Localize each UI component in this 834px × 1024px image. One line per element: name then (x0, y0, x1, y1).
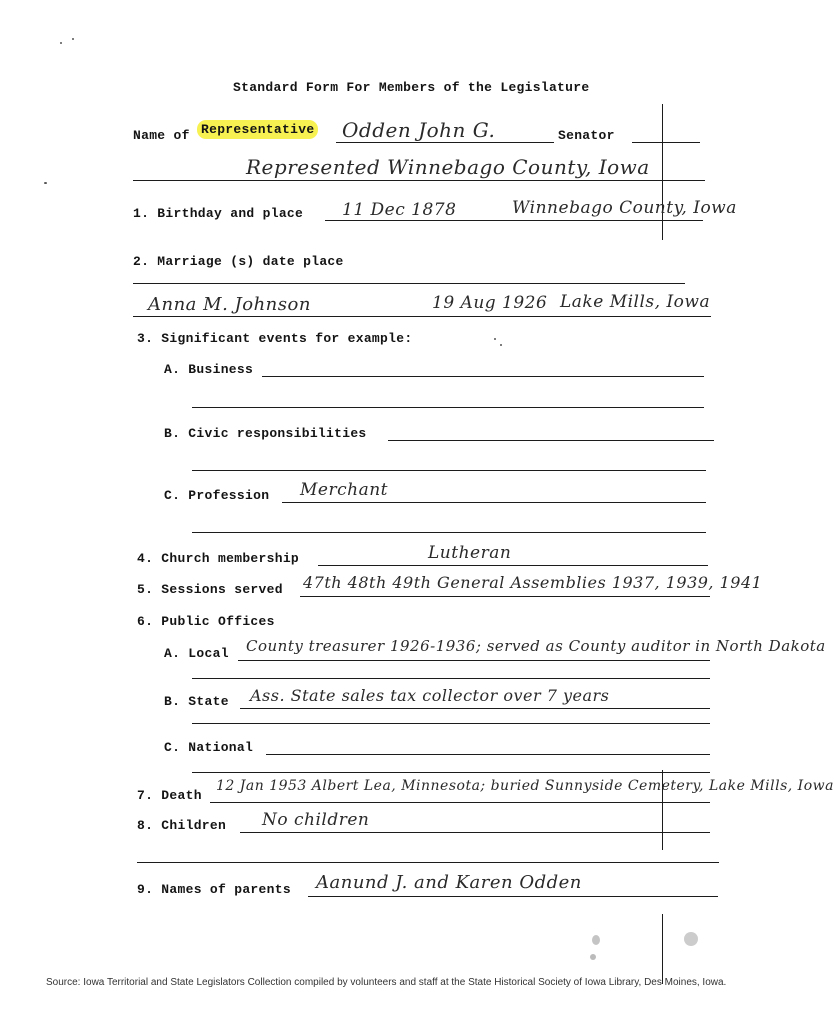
state-label: B. State (164, 694, 229, 709)
events-label: 3. Significant events for example: (137, 331, 413, 346)
parents-label: 9. Names of parents (137, 882, 291, 897)
national-underline-2 (192, 772, 710, 773)
business-underline-1 (262, 376, 704, 377)
children-label: 8. Children (137, 818, 227, 833)
scan-speck (494, 338, 496, 340)
business-label: A. Business (164, 362, 254, 377)
state-underline-2 (192, 723, 710, 724)
name-label: Name of (133, 128, 190, 143)
local-underline-1 (238, 660, 710, 661)
name-underline (336, 142, 554, 143)
civic-underline-1 (388, 440, 714, 441)
profession-value: Merchant (300, 480, 388, 500)
margin-rule-middle (662, 770, 663, 850)
marriage-underline-1 (133, 283, 685, 284)
children-underline-1 (240, 832, 710, 833)
birthday-underline (325, 220, 703, 221)
local-label: A. Local (164, 646, 229, 661)
scan-speck (592, 935, 600, 945)
local-underline-2 (192, 678, 710, 679)
scan-speck (590, 954, 596, 960)
civic-label: B. Civic responsibilities (164, 426, 367, 441)
name-value: Odden John G. (342, 118, 496, 142)
death-label: 7. Death (137, 788, 202, 803)
church-underline (318, 565, 708, 566)
representative-label-highlight (197, 122, 318, 137)
represented-value: Represented Winnebago County, Iowa (246, 155, 650, 179)
birthday-place: Winnebago County, Iowa (512, 198, 737, 218)
sessions-label: 5. Sessions served (137, 582, 283, 597)
parents-value: Aanund J. and Karen Odden (316, 872, 582, 893)
birthday-label: 1. Birthday and place (133, 206, 304, 221)
death-underline (210, 802, 710, 803)
church-value: Lutheran (428, 543, 512, 563)
representative-label: Representative (197, 120, 318, 139)
sessions-underline (300, 596, 710, 597)
civic-underline-2 (192, 470, 706, 471)
birthday-date: 11 Dec 1878 (342, 200, 457, 220)
children-underline-2 (137, 862, 719, 863)
scan-speck (44, 182, 47, 184)
death-value: 12 Jan 1953 Albert Lea, Minnesota; buried Sunnyside Cemetery, Lake Mills, Iowa (216, 778, 834, 794)
scan-speck (684, 932, 698, 946)
form-title: Standard Form For Members of the Legislature (233, 80, 590, 95)
church-label: 4. Church membership (137, 551, 300, 566)
marriage-place: Lake Mills, Iowa (560, 292, 711, 312)
margin-rule-bottom (662, 914, 663, 984)
marriage-label: 2. Marriage (s) date place (133, 254, 344, 269)
local-value: County treasurer 1926-1936; served as County auditor in North Dakota (246, 637, 826, 655)
business-underline-2 (192, 407, 704, 408)
sessions-value: 47th 48th 49th General Assemblies 1937, 1939, 1941 (303, 573, 763, 592)
marriage-underline-2 (133, 316, 711, 317)
national-underline-1 (266, 754, 710, 755)
senator-underline (632, 142, 700, 143)
profession-underline-1 (282, 502, 706, 503)
public-offices-label: 6. Public Offices (137, 614, 275, 629)
source-caption: Source: Iowa Territorial and State Legislators Collection compiled by volunteers and staff at the State Historical Society of Iowa Library, Des Moines, Iowa. (46, 977, 727, 988)
marriage-name: Anna M. Johnson (148, 294, 311, 315)
scan-speck (72, 38, 74, 40)
state-underline-1 (240, 708, 710, 709)
profession-underline-2 (192, 532, 706, 533)
children-value: No children (262, 810, 370, 830)
marriage-date: 19 Aug 1926 (432, 293, 548, 313)
represented-underline (133, 180, 705, 181)
scan-speck (500, 344, 502, 346)
senator-label: Senator (558, 128, 615, 143)
parents-underline (308, 896, 718, 897)
national-label: C. National (164, 740, 254, 755)
scan-speck (60, 42, 62, 44)
state-value: Ass. State sales tax collector over 7 years (250, 686, 610, 705)
profession-label: C. Profession (164, 488, 270, 503)
